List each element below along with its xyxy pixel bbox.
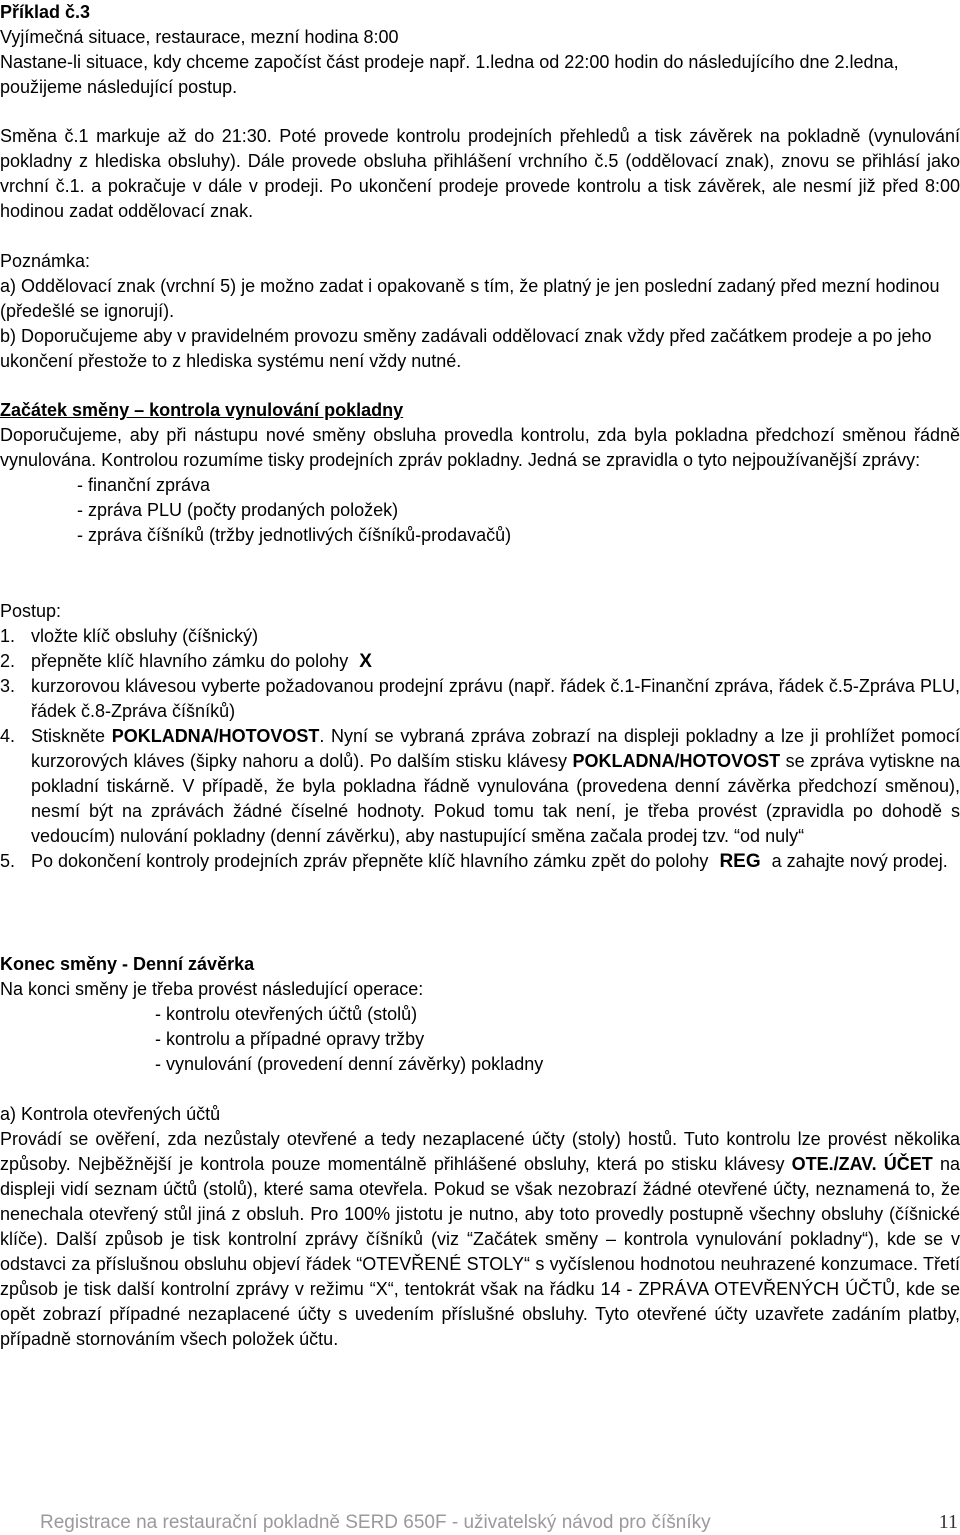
report-item: - zpráva PLU (počty prodaných položek) (77, 500, 399, 520)
key-position-reg: REG (719, 851, 761, 872)
start-shift-section (0, 398, 960, 548)
key-name: POKLADNA/HOTOVOST (111, 726, 320, 746)
procedure-steps (0, 624, 960, 874)
example-heading: Příklad č.3 (0, 2, 91, 22)
step-number: 1. (0, 626, 16, 646)
end-intro: Na konci směny je třeba provést následující operace: (0, 979, 424, 999)
operation-item: - kontrolu a případné opravy tržby (155, 1029, 425, 1049)
start-heading: Začátek směny – kontrola vynulování pokladny (0, 400, 404, 420)
step-text: Po dokončení kontroly prodejních zpráv přepněte klíč hlavního zámku zpět do polohy (31, 851, 709, 871)
end-heading: Konec směny - Denní závěrka (0, 954, 255, 974)
step-text: a zahajte nový prodej. (771, 851, 948, 871)
step-number: 4. (0, 726, 16, 746)
page-number: 11 (938, 1511, 958, 1533)
note-b: b) Doporučujeme aby v pravidelném provozu směny zadávali oddělovací znak vždy před začátkem prodeje a po jeho ukončení přestože to z hlediska systému není vždy nutné. (0, 326, 932, 371)
step-text: vložte klíč obsluhy (číšnický) (31, 626, 259, 646)
open-accounts-paragraph: Provádí se ověření, zda nezůstaly otevřené a tedy nezaplacené účty (stoly) hostů. Tuto kontrolu lze provést několika způsoby. Nejběžnější je kontrola pouze momentálně přihlášené obsluhy, která po stisku klávesy OTE./ZAV. ÚČET na displeji vidí seznam účtů (stolů), které sama otevřela. Pokud se však nezobrazí žádné otevřené účty, neznamená to, že nenechala otevřený stůl jiná z obsluh. Pro 100% jistotu je nutno, aby toto provedly postupně všechny obsluhy (číšnické klíče). Další způsob je tisk kontrolní zprávy číšníků (viz “Začátek směny – kontrola vynulování pokladny“), kde se v odstavci za příslušnou obsluhu objeví řádek “OTEVŘENÉ STOLY“ s vyčíslenou hodnotou neuhrazené konzumace. Třetí způsob je tisk další kontrolní zprávy v režimu “X“, tentokrát však na řádku 14 - ZPRÁVA OTEVŘENÝCH ÚČTŮ, kde se opět zobrazí případné nezaplacené účty s uvedením příslušné obsluhy. Tyto otevřené účty uzavřete zadáním platby, případně stornováním všech položek účtu. (0, 1129, 960, 1349)
step-item (0, 849, 960, 874)
open-accounts-heading: a) Kontrola otevřených účtů (0, 1104, 221, 1124)
operation-item: - kontrolu otevřených účtů (stolů) (155, 1004, 418, 1024)
step-text: se zpráva vytiskne na pokladní tiskárně. V případě, že byla pokladna řádně vynulována (provedena denní závěrka předchozí směnou), nesmí být na zprávách žádné číselné hodnoty. Pokud tomu tak není, je třeba provést (zpravidla po dohodě s vedoucím) nulování pokladny (denní závěrku), aby nastupující směna začala prodej tzv. “od nuly“ (31, 751, 960, 846)
example-subheading: Vyjímečná situace, restaurace, mezní hodina 8:00 (0, 27, 399, 47)
step-item (0, 624, 960, 649)
key-name: OTE./ZAV. ÚČET (791, 1154, 933, 1174)
report-item: - zpráva číšníků (tržby jednotlivých číšníků-prodavačů) (77, 525, 512, 545)
step-number: 3. (0, 676, 16, 696)
example-section (0, 0, 960, 100)
step-item (0, 674, 960, 724)
example-intro: Nastane-li situace, kdy chceme započíst část prodeje např. 1.ledna od 22:00 hodin do následujícího dne 2.ledna, použijeme následující postup. (0, 52, 899, 97)
report-item: - finanční zpráva (77, 475, 211, 495)
end-shift-section (0, 952, 960, 1077)
start-paragraph: Doporučujeme, aby při nástupu nové směny obsluha provedla kontrolu, zda byla pokladna předchozí směnou řádně vynulována. Kontrolou rozumíme tisky prodejních zpráv pokladny. Jedná se zpravidla o tyto nejpoužívanější zprávy: (0, 425, 960, 470)
step-number: 2. (0, 651, 16, 671)
procedure-section (0, 599, 960, 874)
key-position-x: X (359, 651, 372, 672)
procedure-label: Postup: (0, 601, 62, 621)
step-item (0, 649, 960, 674)
step-item (0, 724, 960, 849)
operation-item: - vynulování (provedení denní závěrky) pokladny (155, 1054, 544, 1074)
open-accounts-section (0, 1102, 960, 1352)
shift-paragraph: Směna č.1 markuje až do 21:30. Poté provede kontrolu prodejních přehledů a tisk závěrek na pokladně (vynulování pokladny z hlediska obsluhy). Dále provede obsluha přihlášení vrchního č.5 (oddělovací znak), znovu se přihlásí jako vrchní č.1. a pokračuje v dále v prodeji. Po ukončení prodeje provede kontrolu a tisk závěrek, ale nesmí již před 8:00 hodinou zadat oddělovací znak. (0, 126, 960, 221)
step-text: přepněte klíč hlavního zámku do polohy (31, 651, 349, 671)
step-text: Stiskněte (31, 726, 106, 746)
step-text: kurzorovou klávesou vyberte požadovanou prodejní zprávu (např. řádek č.1-Finanční zpráva, řádek č.5-Zpráva PLU, řádek č.8-Zpráva číšníků) (31, 676, 960, 721)
note-label: Poznámka: (0, 251, 91, 271)
step-number: 5. (0, 851, 16, 871)
step-text: . Nyní se vybraná zpráva zobrazí na displeji pokladny a lze ji prohlížet pomocí kurzorových kláves (šipky nahoru a dolů). Po dalším stisku klávesy (31, 726, 960, 771)
note-section (0, 249, 960, 374)
note-a: a) Oddělovací znak (vrchní 5) je možno zadat i opakovaně s tím, že platný je jen poslední zadaný před mezní hodinou (předešlé se ignorují). (0, 276, 940, 321)
shift-section (0, 124, 960, 224)
key-name: POKLADNA/HOTOVOST (572, 751, 781, 771)
footer-title: Registrace na restaurační pokladně SERD 650F - uživatelský návod pro číšníky (40, 1512, 711, 1533)
